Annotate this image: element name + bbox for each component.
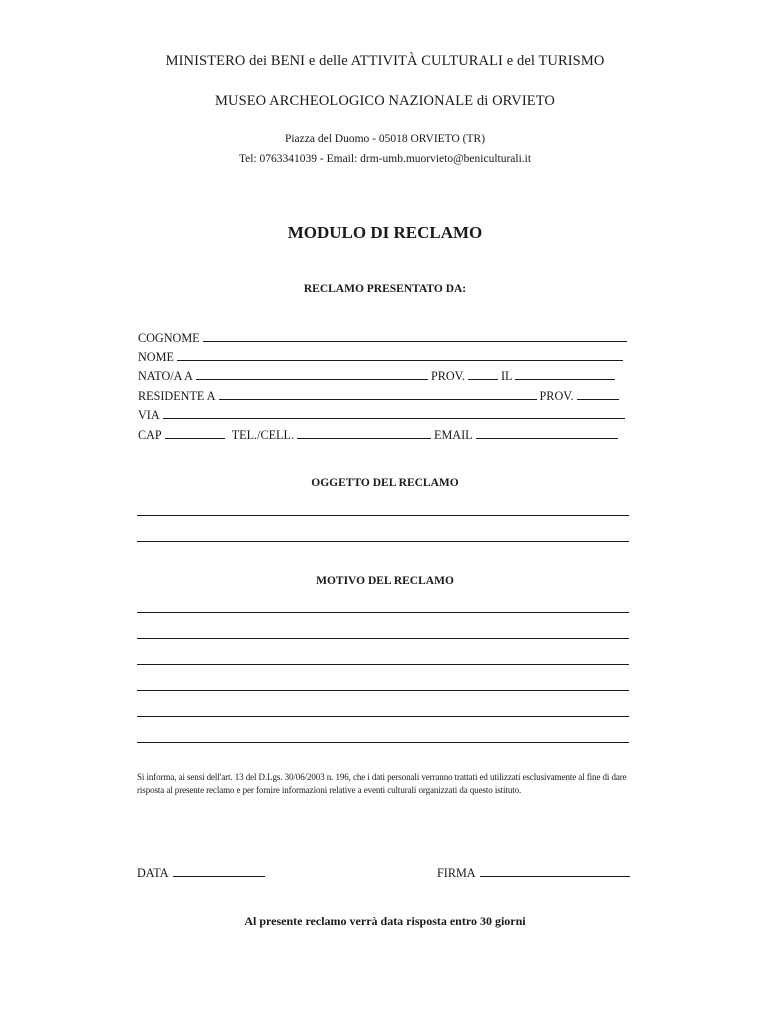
motivo-line[interactable] <box>137 612 629 613</box>
cap-label: CAP <box>138 428 162 442</box>
birth-province-field[interactable] <box>468 369 498 380</box>
motivo-line[interactable] <box>137 716 629 717</box>
motivo-line[interactable] <box>137 742 629 743</box>
contact-row <box>138 428 621 443</box>
birth-row <box>138 369 618 384</box>
nome-label: NOME <box>138 350 174 364</box>
firma-label: FIRMA <box>437 866 476 880</box>
nome-field[interactable] <box>177 350 623 361</box>
motivo-line[interactable] <box>137 690 629 691</box>
residence-field[interactable] <box>219 389 537 400</box>
presented-by-heading: RECLAMO PRESENTATO DA: <box>303 283 467 295</box>
motivo-heading: MOTIVO DEL RECLAMO <box>316 575 454 587</box>
via-row <box>138 408 628 423</box>
cognome-field[interactable] <box>203 331 627 342</box>
residence-province-field[interactable] <box>577 389 619 400</box>
prov2-label: PROV. <box>539 389 574 403</box>
data-label: DATA <box>137 866 169 880</box>
motivo-line[interactable] <box>137 664 629 665</box>
cognome-row <box>138 331 630 346</box>
il-label: IL <box>500 369 513 383</box>
cognome-label: COGNOME <box>138 331 200 345</box>
museum-heading: MUSEO ARCHEOLOGICO NAZIONALE di ORVIETO <box>215 93 555 109</box>
closing-note: Al presente reclamo verrà data risposta entro 30 giorni <box>244 914 526 928</box>
date-field[interactable] <box>173 866 265 877</box>
form-title: MODULO DI RECLAMO <box>287 223 483 242</box>
oggetto-line[interactable] <box>137 515 629 516</box>
birthdate-field[interactable] <box>515 369 615 380</box>
residence-row <box>138 389 622 404</box>
firma-row <box>437 866 630 881</box>
nato-a-label: NATO/A A <box>138 369 193 383</box>
birthplace-field[interactable] <box>196 369 428 380</box>
signature-field[interactable] <box>480 866 630 877</box>
residente-a-label: RESIDENTE A <box>138 389 216 403</box>
privacy-notice: Si informa, ai sensi dell'art. 13 del D.Lgs. 30/06/2003 n. 196, che i dati personali verranno trattati ed utilizzati esclusivamente al fine di dare risposta al presente reclamo e per fornire informazioni relative a eventi culturali organizzati da questo istituto. <box>137 772 627 795</box>
motivo-line[interactable] <box>137 638 629 639</box>
nome-row <box>138 350 626 365</box>
via-label: VIA <box>138 408 160 422</box>
via-field[interactable] <box>163 408 625 419</box>
oggetto-line[interactable] <box>137 541 629 542</box>
tel-label: TEL./CELL. <box>231 428 294 442</box>
address-line: Piazza del Duomo - 05018 ORVIETO (TR) <box>284 133 486 145</box>
email-label: EMAIL <box>434 428 473 442</box>
ministry-heading: MINISTERO dei BENI e delle ATTIVITÀ CULTURALI e del TURISMO <box>165 53 605 69</box>
tel-field[interactable] <box>297 428 431 439</box>
prov-label: PROV. <box>430 369 465 383</box>
email-field[interactable] <box>476 428 618 439</box>
oggetto-heading: OGGETTO DEL RECLAMO <box>311 477 459 489</box>
cap-field[interactable] <box>165 428 225 439</box>
contacts-line: Tel: 0763341039 - Email: drm-umb.muorvieto@beniculturali.it <box>238 153 532 165</box>
data-row <box>137 866 265 881</box>
